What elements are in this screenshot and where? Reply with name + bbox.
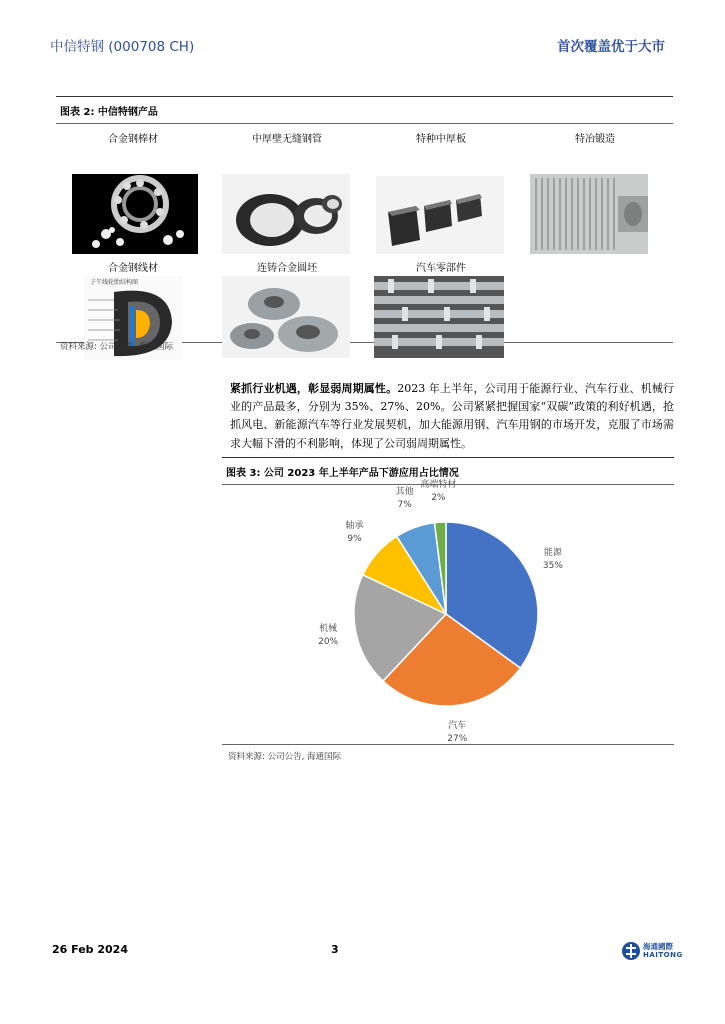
header-slogan: 首次覆盖优于大市 xyxy=(557,39,665,55)
product-label-tube: 中厚壁无缝钢管 xyxy=(252,134,322,145)
product-label-plate: 特种中厚板 xyxy=(416,134,466,145)
pie-label-3 xyxy=(329,520,379,546)
pie-label-name: 能源 xyxy=(543,547,562,558)
pie-label-value: 20% xyxy=(318,637,339,648)
pie-label-value: 2% xyxy=(431,493,446,504)
pie-label-name: 汽车 xyxy=(448,721,467,732)
header-company: 中信特钢 (000708 CH) xyxy=(50,39,195,55)
pie-label-value: 9% xyxy=(347,534,362,545)
footer-date: 26 Feb 2024 xyxy=(52,943,128,956)
product-label-auto-parts: 汽车零部件 xyxy=(416,263,466,274)
figure-rule xyxy=(222,744,674,745)
logo-text-cn: 海通國際 xyxy=(643,942,673,951)
pie-label-name: 机械 xyxy=(319,624,338,635)
product-label-billet: 连铸合金圆坯 xyxy=(257,263,317,274)
figure-3-title: 图表 3: 公司 2023 年上半年产品下游应用占比情况 xyxy=(226,468,459,479)
pie-label-name: 轴承 xyxy=(345,521,364,532)
haitong-logo xyxy=(621,940,681,968)
pie-label-name: 高端特材 xyxy=(420,480,457,491)
pie-label-name: 其他 xyxy=(395,487,414,498)
pie-label-0 xyxy=(528,547,578,573)
paragraph-body: 2023 年上半年，公司用于能源行业、汽车行业、机械行业的产品最多，分别为 35%、27%、20%。公司紧紧把握国家“双碳”政策的利好机遇，抢抓风电、新能源汽车等行业发展契机，加大能源用钢、汽车用钢的市场开发，克服了市场需求大幅下滑的不利影响，体现了公司弱周期属性。 xyxy=(230,382,674,450)
page-number: 3 xyxy=(331,943,339,956)
figure-2-source: 资料来源: 公司公告, 海通国际 xyxy=(60,342,173,352)
pie-label-5 xyxy=(413,479,463,505)
logo-text-en: HAITONG xyxy=(643,951,683,959)
figure-3-source: 资料来源: 公司公告, 海通国际 xyxy=(228,752,341,762)
pie-label-2 xyxy=(303,623,353,649)
pie-label-value: 27% xyxy=(447,734,468,745)
product-label-bar: 合金钢棒材 xyxy=(108,134,158,145)
pie-label-1 xyxy=(432,720,482,746)
pie-label-value: 7% xyxy=(397,500,412,511)
paragraph-lead: 紧抓行业机遇，彰显弱周期属性。 xyxy=(230,382,398,395)
figure-2-title: 图表 2: 中信特钢产品 xyxy=(60,107,158,118)
product-label-wire: 合金钢线材 xyxy=(108,263,158,274)
pie-label-value: 35% xyxy=(542,560,563,571)
tire-caption: 子午线轮胎结构图 xyxy=(90,279,139,286)
product-label-forging: 特冶锻造 xyxy=(575,134,615,145)
